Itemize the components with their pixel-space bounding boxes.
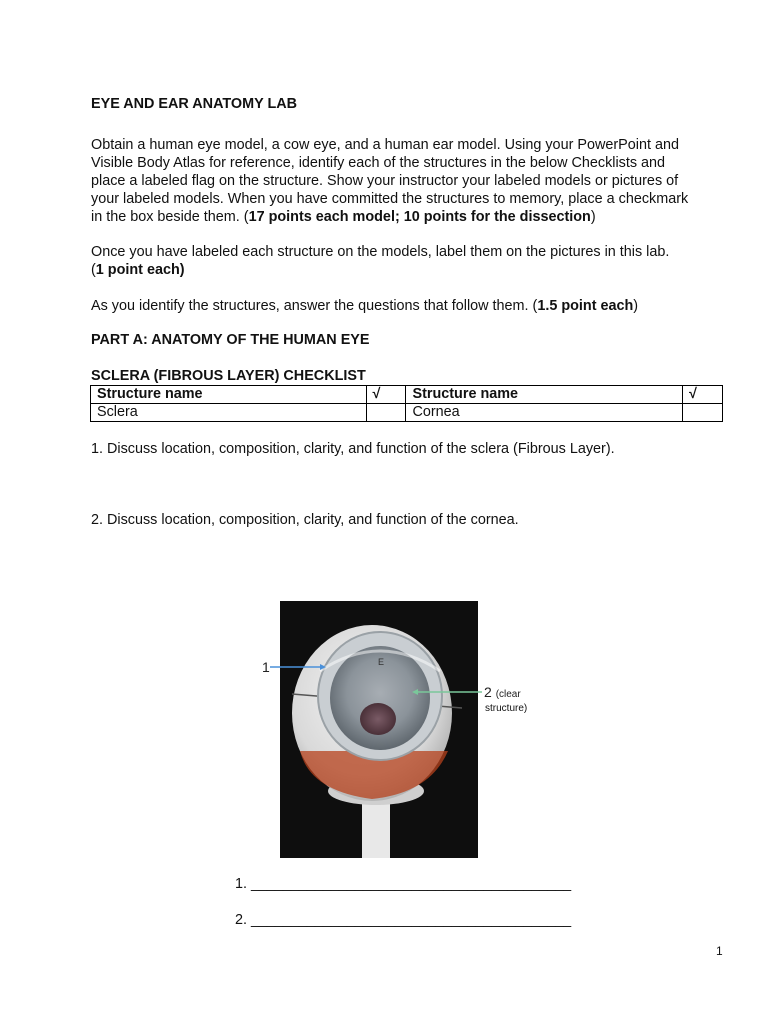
model-mark: E	[378, 657, 385, 667]
label-note-text: (	[91, 262, 96, 278]
answer-blank-1[interactable]: 1. ________________________________________	[235, 876, 572, 892]
answer-note-text: )	[633, 298, 639, 314]
intro-line: Obtain a human eye model, a cow eye, and a human ear model. Using your PowerPoint and	[91, 137, 679, 153]
arrow-1-icon	[270, 662, 326, 672]
figure-label-2-number: 2	[484, 684, 492, 700]
intro-line: your labeled models. When you have committed the structures to memory, place a checkmark	[91, 191, 689, 207]
label-note-points: 1 point each)	[95, 262, 185, 278]
label-note-line	[91, 261, 731, 279]
intro-text: in the box beside them. (	[91, 209, 249, 225]
answer-blank-2[interactable]: 2. ________________________________________	[235, 912, 572, 928]
intro-line	[91, 208, 731, 226]
page-number: 1	[716, 944, 723, 958]
checkmark-cell[interactable]	[683, 404, 723, 422]
pupil	[360, 703, 396, 735]
intro-line: place a labeled flag on the structure. Show your instructor your labeled models or pictures of	[91, 173, 679, 189]
table-header-row	[91, 386, 723, 404]
checklist-title: SCLERA (FIBROUS LAYER) CHECKLIST	[91, 368, 366, 384]
answer-note-points: 1.5 point each	[537, 298, 634, 314]
question-2: 2. Discuss location, composition, clarity, and function of the cornea.	[91, 512, 519, 528]
label-note	[91, 243, 731, 279]
column-header: √	[683, 386, 723, 404]
document-title: EYE AND EAR ANATOMY LAB	[91, 96, 298, 112]
sclera-checklist-table	[90, 385, 723, 422]
part-a-heading: PART A: ANATOMY OF THE HUMAN EYE	[91, 332, 370, 348]
model-stand	[362, 796, 390, 858]
intro-points: 17 points each model; 10 points for the dissection	[248, 209, 591, 225]
label-note-line: Once you have labeled each structure on the models, label them on the pictures in this lab.	[91, 244, 670, 260]
column-header: Structure name	[406, 386, 683, 404]
figure-label-2-note-continued: structure)	[485, 703, 528, 714]
figure-label-1: 1	[262, 659, 270, 675]
arrow-2-icon	[412, 687, 482, 697]
column-header: √	[366, 386, 406, 404]
intro-line: Visible Body Atlas for reference, identify each of the structures in the below Checklists and	[91, 155, 666, 171]
structure-name-cell: Cornea	[406, 404, 683, 422]
intro-text: )	[590, 209, 596, 225]
checkmark-cell[interactable]	[366, 404, 406, 422]
answer-note	[91, 297, 731, 315]
question-1: 1. Discuss location, composition, clarity, and function of the sclera (Fibrous Layer).	[91, 441, 615, 457]
answer-note-text: As you identify the structures, answer the questions that follow them. (	[91, 298, 538, 314]
eye-model-photo	[280, 601, 478, 858]
structure-name-cell: Sclera	[91, 404, 367, 422]
column-header: Structure name	[91, 386, 367, 404]
figure-label-2-note: (clear	[495, 689, 521, 700]
figure-label-2	[484, 684, 521, 702]
table-row	[91, 404, 723, 422]
intro-paragraph	[91, 136, 731, 226]
